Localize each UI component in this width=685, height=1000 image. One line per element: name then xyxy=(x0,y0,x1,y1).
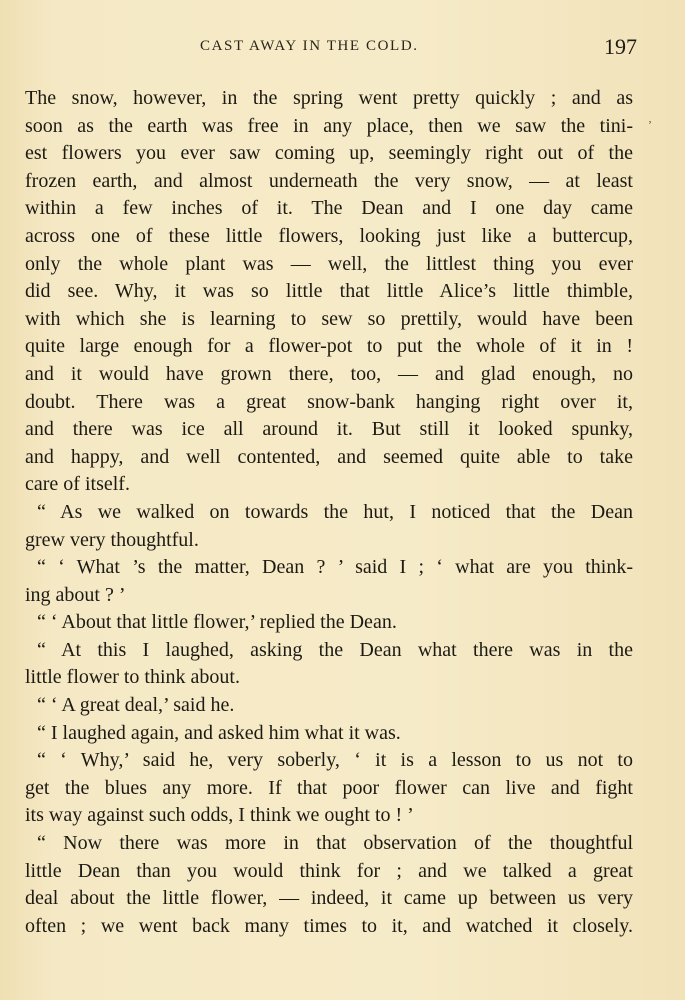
text-line: little flower to think about. xyxy=(25,666,240,689)
text-line: did see. Why, it was so little that little Alice’s little thimble, xyxy=(25,280,633,303)
text-line: often ; we went back many times to it, and watched it closely. xyxy=(25,914,633,937)
body-text xyxy=(25,85,633,940)
text-line: “ As we walked on towards the hut, I noticed that the Dean xyxy=(37,500,633,523)
margin-mark: ʼ xyxy=(648,118,652,132)
text-line: and happy, and well contented, and seemed quite able to take xyxy=(25,445,633,468)
text-line: deal about the little flower, — indeed, it came up between us very xyxy=(25,887,633,910)
text-line: ing about ? ’ xyxy=(25,583,126,606)
text-line: The snow, however, in the spring went pretty quickly ; and as xyxy=(25,87,633,109)
text-line: doubt. There was a great snow-bank hanging right over it, xyxy=(25,390,633,413)
running-head xyxy=(0,34,685,62)
text-line: its way against such odds, I think we ought to ! ’ xyxy=(25,804,414,827)
text-line: quite large enough for a flower-pot to put the whole of it in ! xyxy=(25,335,633,358)
text-line: only the whole plant was — well, the littlest thing you ever xyxy=(25,252,633,275)
text-line: “ ‘ What ’s the matter, Dean ? ’ said I ; ‘ what are you think- xyxy=(37,556,633,579)
page-number: 197 xyxy=(604,34,637,59)
text-line: “ I laughed again, and asked him what it was. xyxy=(37,721,401,744)
text-line: and there was ice all around it. But still it looked spunky, xyxy=(25,418,633,441)
text-line: est flowers you ever saw coming up, seemingly right out of the xyxy=(25,142,633,165)
text-line: little Dean than you would think for ; and we talked a great xyxy=(25,859,633,882)
text-line: “ ‘ About that little flower,’ replied the Dean. xyxy=(37,611,397,634)
text-line: frozen earth, and almost underneath the very snow, — at least xyxy=(25,169,633,192)
text-line: soon as the earth was free in any place, then we saw the tini- xyxy=(25,114,633,137)
text-line: with which she is learning to sew so prettily, would have been xyxy=(25,307,633,330)
text-line: grew very thoughtful. xyxy=(25,528,199,551)
text-line: within a few inches of it. The Dean and I one day came xyxy=(25,197,633,220)
text-line: “ ‘ A great deal,’ said he. xyxy=(37,694,235,717)
text-line: and it would have grown there, too, — and glad enough, no xyxy=(25,362,633,385)
text-line: across one of these little flowers, looking just like a buttercup, xyxy=(25,224,633,247)
text-line: get the blues any more. If that poor flower can live and fight xyxy=(25,776,633,799)
text-line: “ Now there was more in that observation of the thoughtful xyxy=(37,832,633,855)
text-line: “ ‘ Why,’ said he, very soberly, ‘ it is a lesson to us not to xyxy=(37,749,633,772)
text-line: care of itself. xyxy=(25,473,130,496)
running-title: CAST AWAY IN THE COLD. xyxy=(200,38,419,54)
text-line: “ At this I laughed, asking the Dean what there was in the xyxy=(37,638,633,661)
